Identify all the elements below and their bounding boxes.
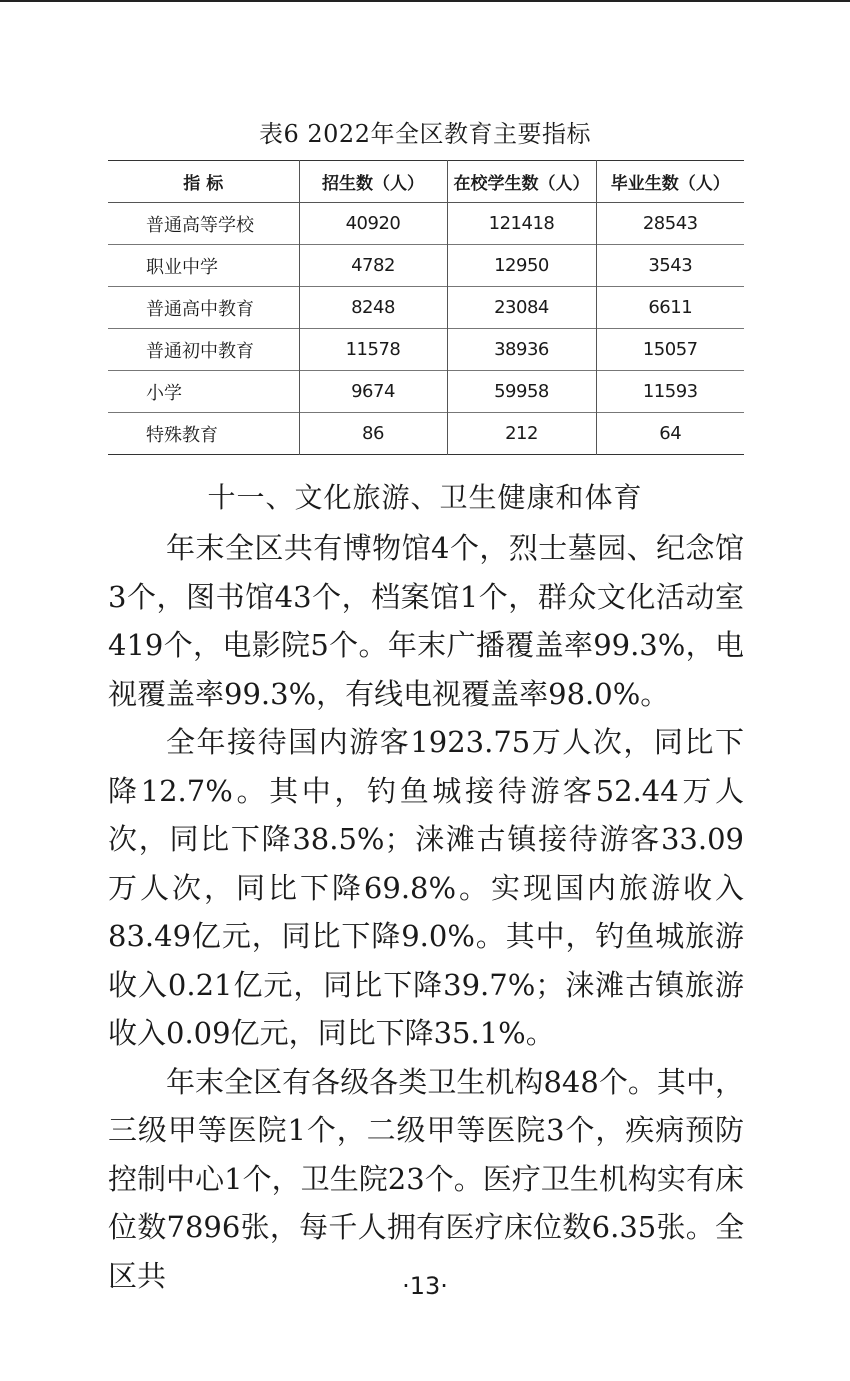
row-graduates: 3543 xyxy=(648,255,693,276)
row-graduates: 28543 xyxy=(642,213,698,234)
row-graduates: 11593 xyxy=(642,381,698,402)
row-graduates: 6611 xyxy=(648,297,693,318)
row-enrolled: 86 xyxy=(299,413,447,455)
row-students: 121418 xyxy=(447,203,596,245)
table-row xyxy=(108,287,744,329)
row-students: 59958 xyxy=(447,371,596,413)
header-graduates: 毕业生数（人） xyxy=(610,174,730,194)
row-name: 普通高中教育 xyxy=(108,287,299,329)
row-students: 23084 xyxy=(447,287,596,329)
paragraph-health: 年末全区有各级各类卫生机构848个。其中，三级甲等医院1个，二级甲等医院3个，疾病预防控制中心1个，卫生院23个。医疗卫生机构实有床位数7896张，每千人拥有医疗床位数6.35张。全区共 xyxy=(108,1064,744,1293)
table-title: 表6 2022年全区教育主要指标 xyxy=(259,120,591,148)
table-row xyxy=(108,371,744,413)
paragraph-tourism: 全年接待国内游客1923.75万人次，同比下降12.7%。其中，钓鱼城接待游客52.44万人次，同比下降38.5%；涞滩古镇接待游客33.09万人次，同比下降69.8%。实现国内旅游收入83.49亿元，同比下降9.0%。其中，钓鱼城旅游收入0.21亿元，同比下降39.7%；涞滩古镇旅游收入0.09亿元，同比下降35.1%。 xyxy=(108,725,744,1050)
row-enrolled: 40920 xyxy=(299,203,447,245)
table-row xyxy=(108,203,744,245)
row-name: 特殊教育 xyxy=(108,413,299,455)
section-body xyxy=(108,524,744,1300)
header-indicator: 指 标 xyxy=(108,161,299,203)
row-graduates: 64 xyxy=(659,423,682,444)
row-name: 普通初中教育 xyxy=(108,329,299,371)
row-name: 职业中学 xyxy=(108,245,299,287)
page-number: ·13· xyxy=(402,1272,448,1300)
section-heading: 十一、文化旅游、卫生健康和体育 xyxy=(207,481,643,514)
row-enrolled: 8248 xyxy=(299,287,447,329)
table-row xyxy=(108,245,744,287)
row-students: 212 xyxy=(447,413,596,455)
table-row xyxy=(108,413,744,455)
top-border-rule xyxy=(0,0,850,2)
row-graduates: 15057 xyxy=(642,339,698,360)
row-students: 12950 xyxy=(447,245,596,287)
paragraph-culture: 年末全区共有博物馆4个，烈士墓园、纪念馆3个，图书馆43个，档案馆1个，群众文化活动室419个，电影院5个。年末广播覆盖率99.3%，电视覆盖率99.3%，有线电视覆盖率98.0%。 xyxy=(108,531,744,711)
row-enrolled: 11578 xyxy=(299,329,447,371)
row-name: 普通高等学校 xyxy=(108,203,299,245)
header-students: 在校学生数（人） xyxy=(447,161,596,203)
education-indicators-table xyxy=(108,160,744,455)
row-students: 38936 xyxy=(447,329,596,371)
table-header-row xyxy=(108,161,744,203)
row-enrolled: 9674 xyxy=(299,371,447,413)
row-name: 小学 xyxy=(108,371,299,413)
table-row xyxy=(108,329,744,371)
row-enrolled: 4782 xyxy=(299,245,447,287)
header-enrolled: 招生数（人） xyxy=(299,161,447,203)
